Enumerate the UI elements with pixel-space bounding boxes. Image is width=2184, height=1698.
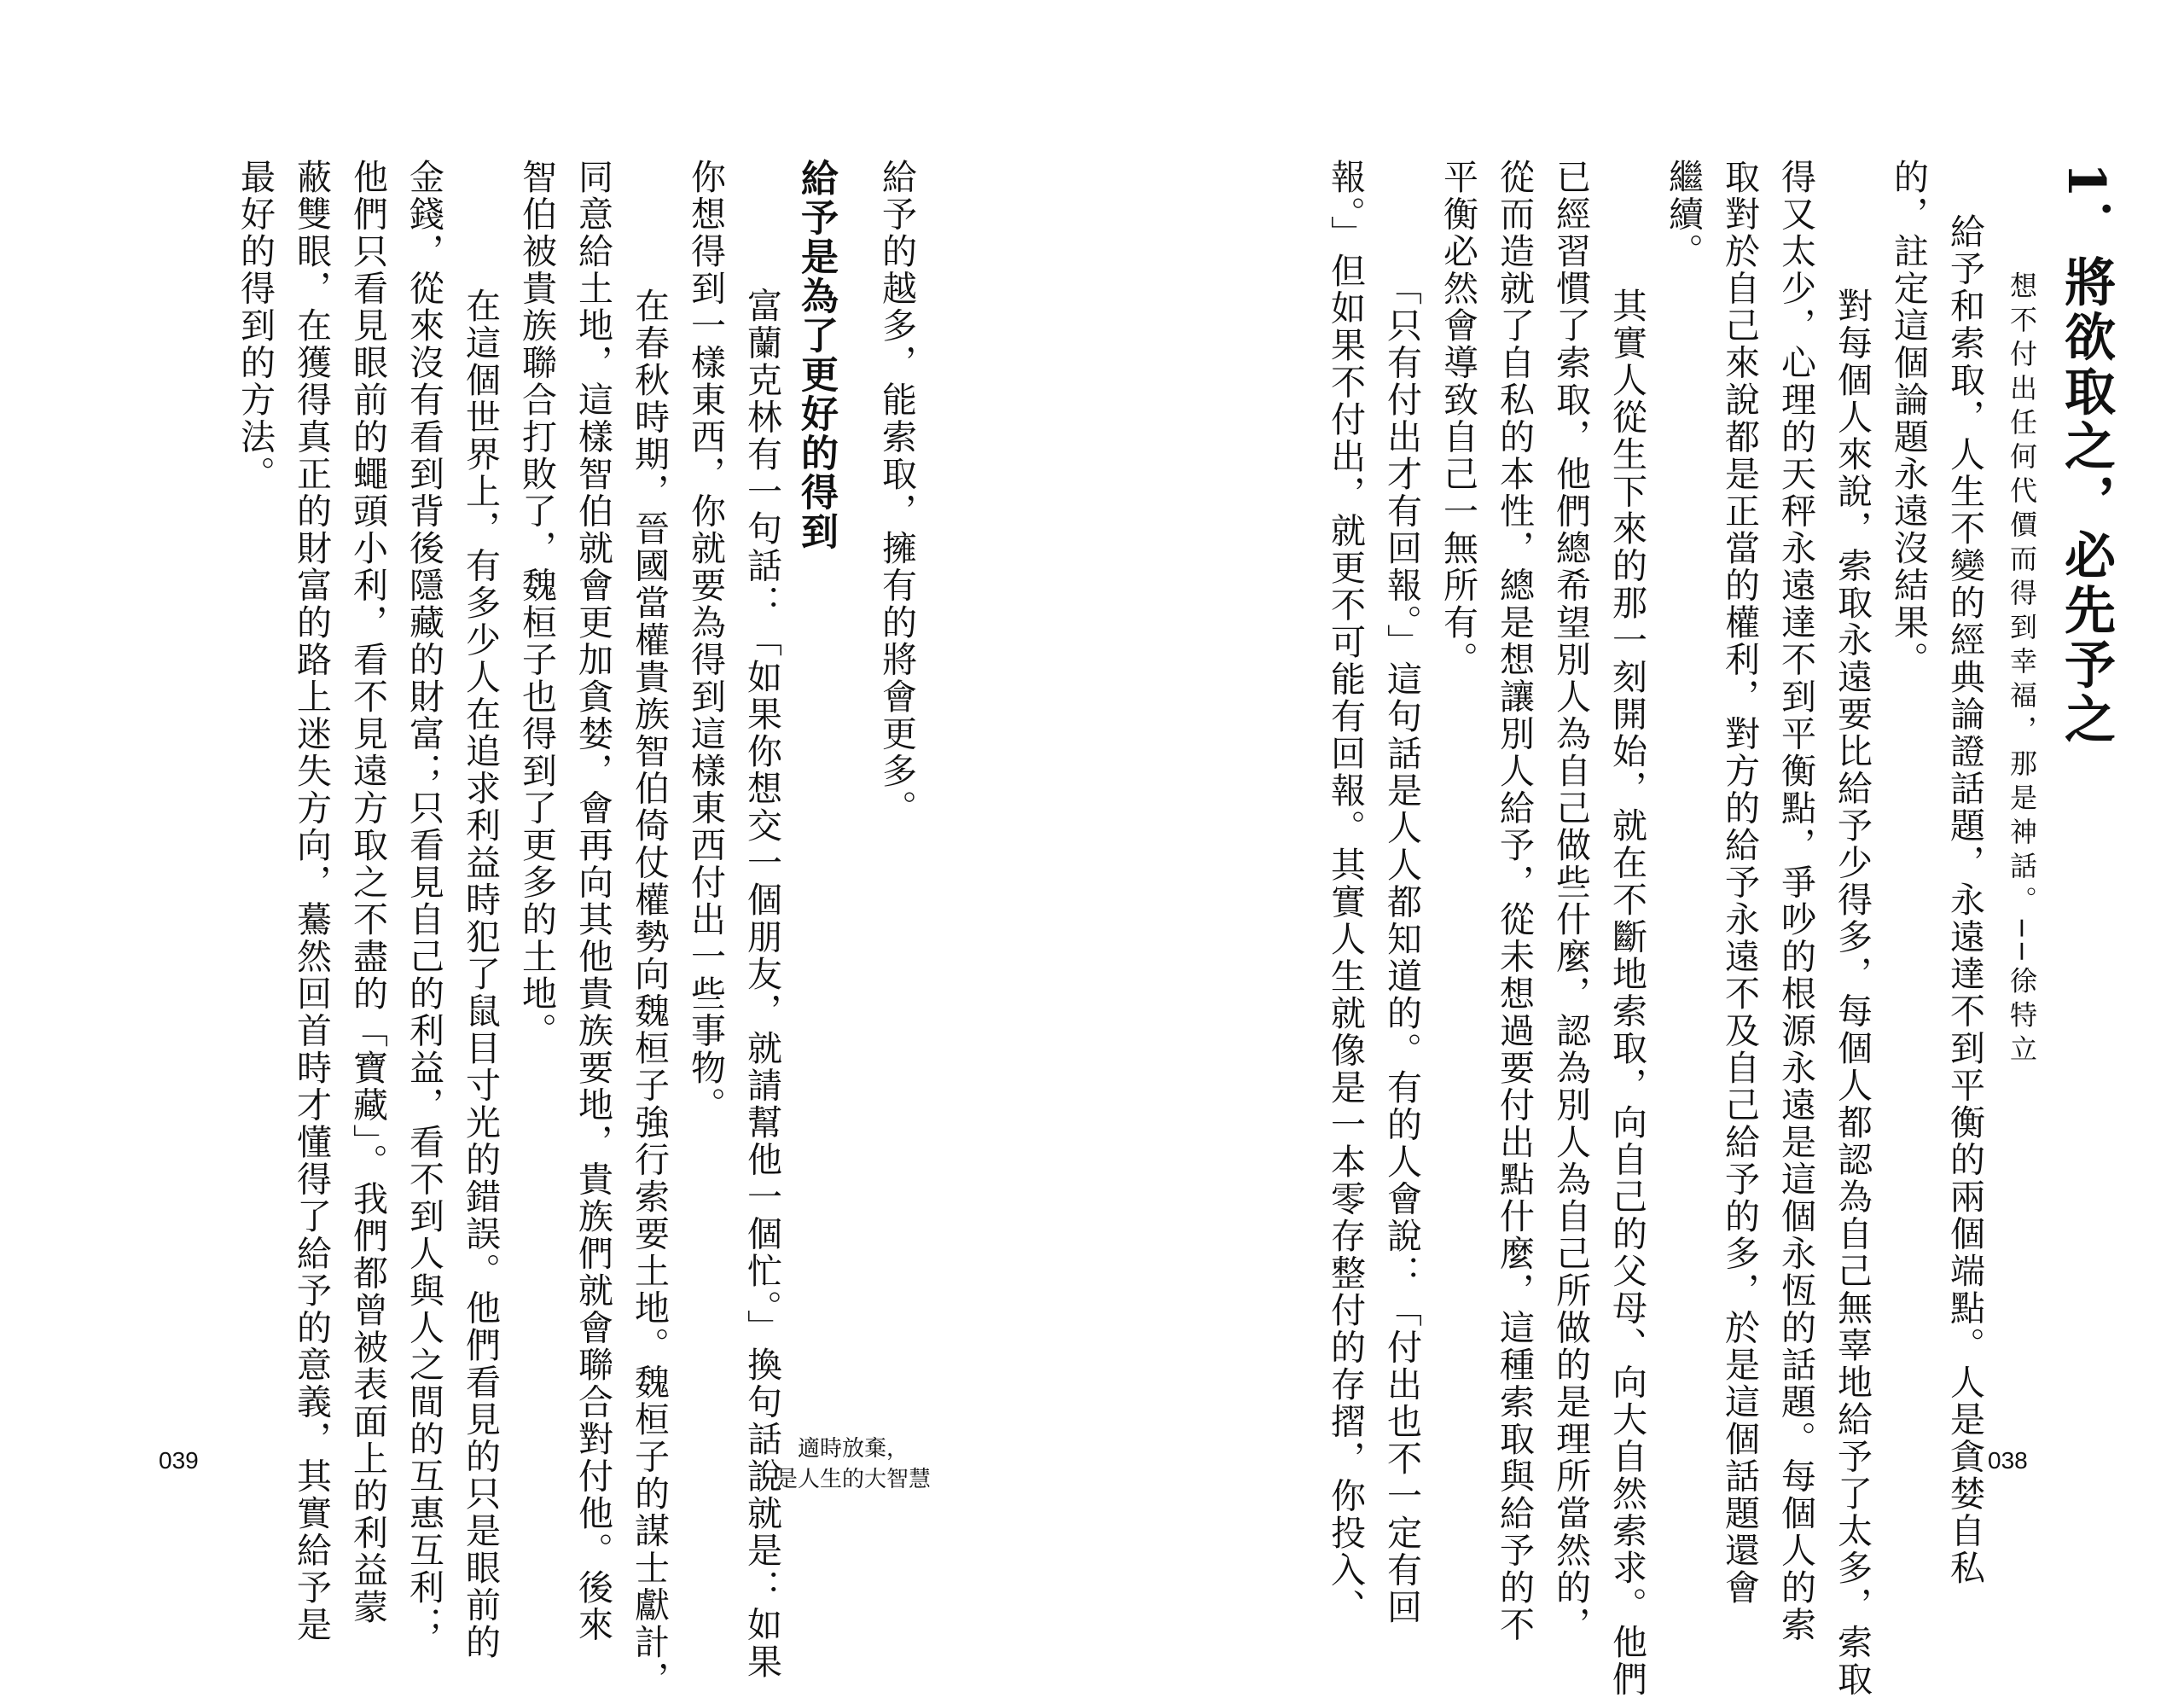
book-title-line-2: 是人生的大智慧 [775, 1467, 931, 1492]
right-line-11: 「只有付出才有回報。」這句話是人人都知道的。有的人會說：「付出也不一定有回 [1381, 213, 1422, 1626]
left-line-1: 給予的越多，能索取，擁有的將會更多。 [876, 159, 917, 827]
page-number-right: 038 [1988, 1447, 2028, 1474]
left-line-8: 金錢，從來沒有看到背後隱藏的財富；只看見自己的利益，看不到人與人之間的互惠互利； [404, 159, 444, 1643]
left-line-6: 智伯被貴族聯合打敗了，魏桓子也得到了更多的土地。 [516, 159, 557, 1050]
left-line-2: 富蘭克林有一句話：「如果你想交一個朋友，就請幫他一個忙。」換句話說就是：如果 [741, 213, 782, 1681]
left-line-5: 同意給土地，這樣智伯就會更加貪婪，會再向其他貴族要地，貴族們就會聯合對付他。後來 [572, 159, 613, 1643]
right-line-9: 從而造就了自私的本性，總是想讓別人給予，從未想過要付出點什麼，這種索取與給予的不 [1494, 159, 1535, 1643]
left-line-7: 在這個世界上，有多少人在追求利益時犯了鼠目寸光的錯誤。他們看見的只是眼前的 [460, 213, 501, 1661]
page-number-left: 039 [159, 1447, 199, 1474]
right-line-2: 的，註定這個論題永遠沒結果。 [1888, 159, 1929, 678]
right-line-10: 平衡必然會導致自己一無所有。 [1438, 159, 1478, 678]
chapter-title: 1．將欲取之，必先予之 [2056, 162, 2116, 747]
right-line-5: 取對於自己來說都是正當的權利，對方的給予永遠不及自己給予的多，於是這個話題還會 [1719, 159, 1760, 1607]
right-line-4: 得又太少，心理的天秤永遠達不到平衡點，爭吵的根源永遠是這個永恆的話題。每個人的索 [1775, 159, 1816, 1643]
left-line-11: 最好的得到的方法。 [235, 159, 276, 493]
left-line-9: 他們只看見眼前的蠅頭小利，看不見遠方取之不盡的「寶藏」。我們都曾被表面上的利益蒙 [347, 159, 388, 1626]
left-line-10: 蔽雙眼，在獲得真正的財富的路上迷失方向，驀然回首時才懂得了給予的意義，其實給予是 [291, 159, 332, 1643]
left-line-3: 你想得到一樣東西，你就要為得到這樣東西付出一些事物。 [685, 159, 726, 1124]
book-title-footer [734, 1433, 973, 1495]
right-line-12: 報。」但如果不付出，就更不可能有回報。其實人生就像是一本零存整付的存摺，你投入、 [1325, 159, 1366, 1626]
right-line-8: 已經習慣了索取，他們總希望別人為自己做些什麼，認為別人為自己所做的是理所當然的， [1550, 159, 1591, 1643]
section-heading: 給予是為了更好的得到 [794, 159, 838, 551]
book-title-line-1: 適時放棄， [797, 1436, 909, 1462]
left-line-4: 在春秋時期，晉國當權貴族智伯倚仗權勢向魏桓子強行索要土地。魏桓子的謀士獻計， [629, 213, 670, 1698]
right-line-7: 其實人從生下來的那一刻開始，就在不斷地索取，向自己的父母、向大自然索求。他們 [1606, 213, 1647, 1698]
right-line-6: 繼續。 [1663, 159, 1704, 270]
epigraph: 想不付出任何代價而得到幸福，那是神話。──徐特立 [2006, 271, 2038, 1069]
right-line-3: 對每個人來說，索取永遠要比給予少得多，每個人都認為自己無辜地給予了太多，索取 [1832, 213, 1873, 1698]
right-line-1: 給予和索取，人生不變的經典論證話題，永遠達不到平衡的兩個端點。人是貪婪自私 [1944, 213, 1985, 1587]
